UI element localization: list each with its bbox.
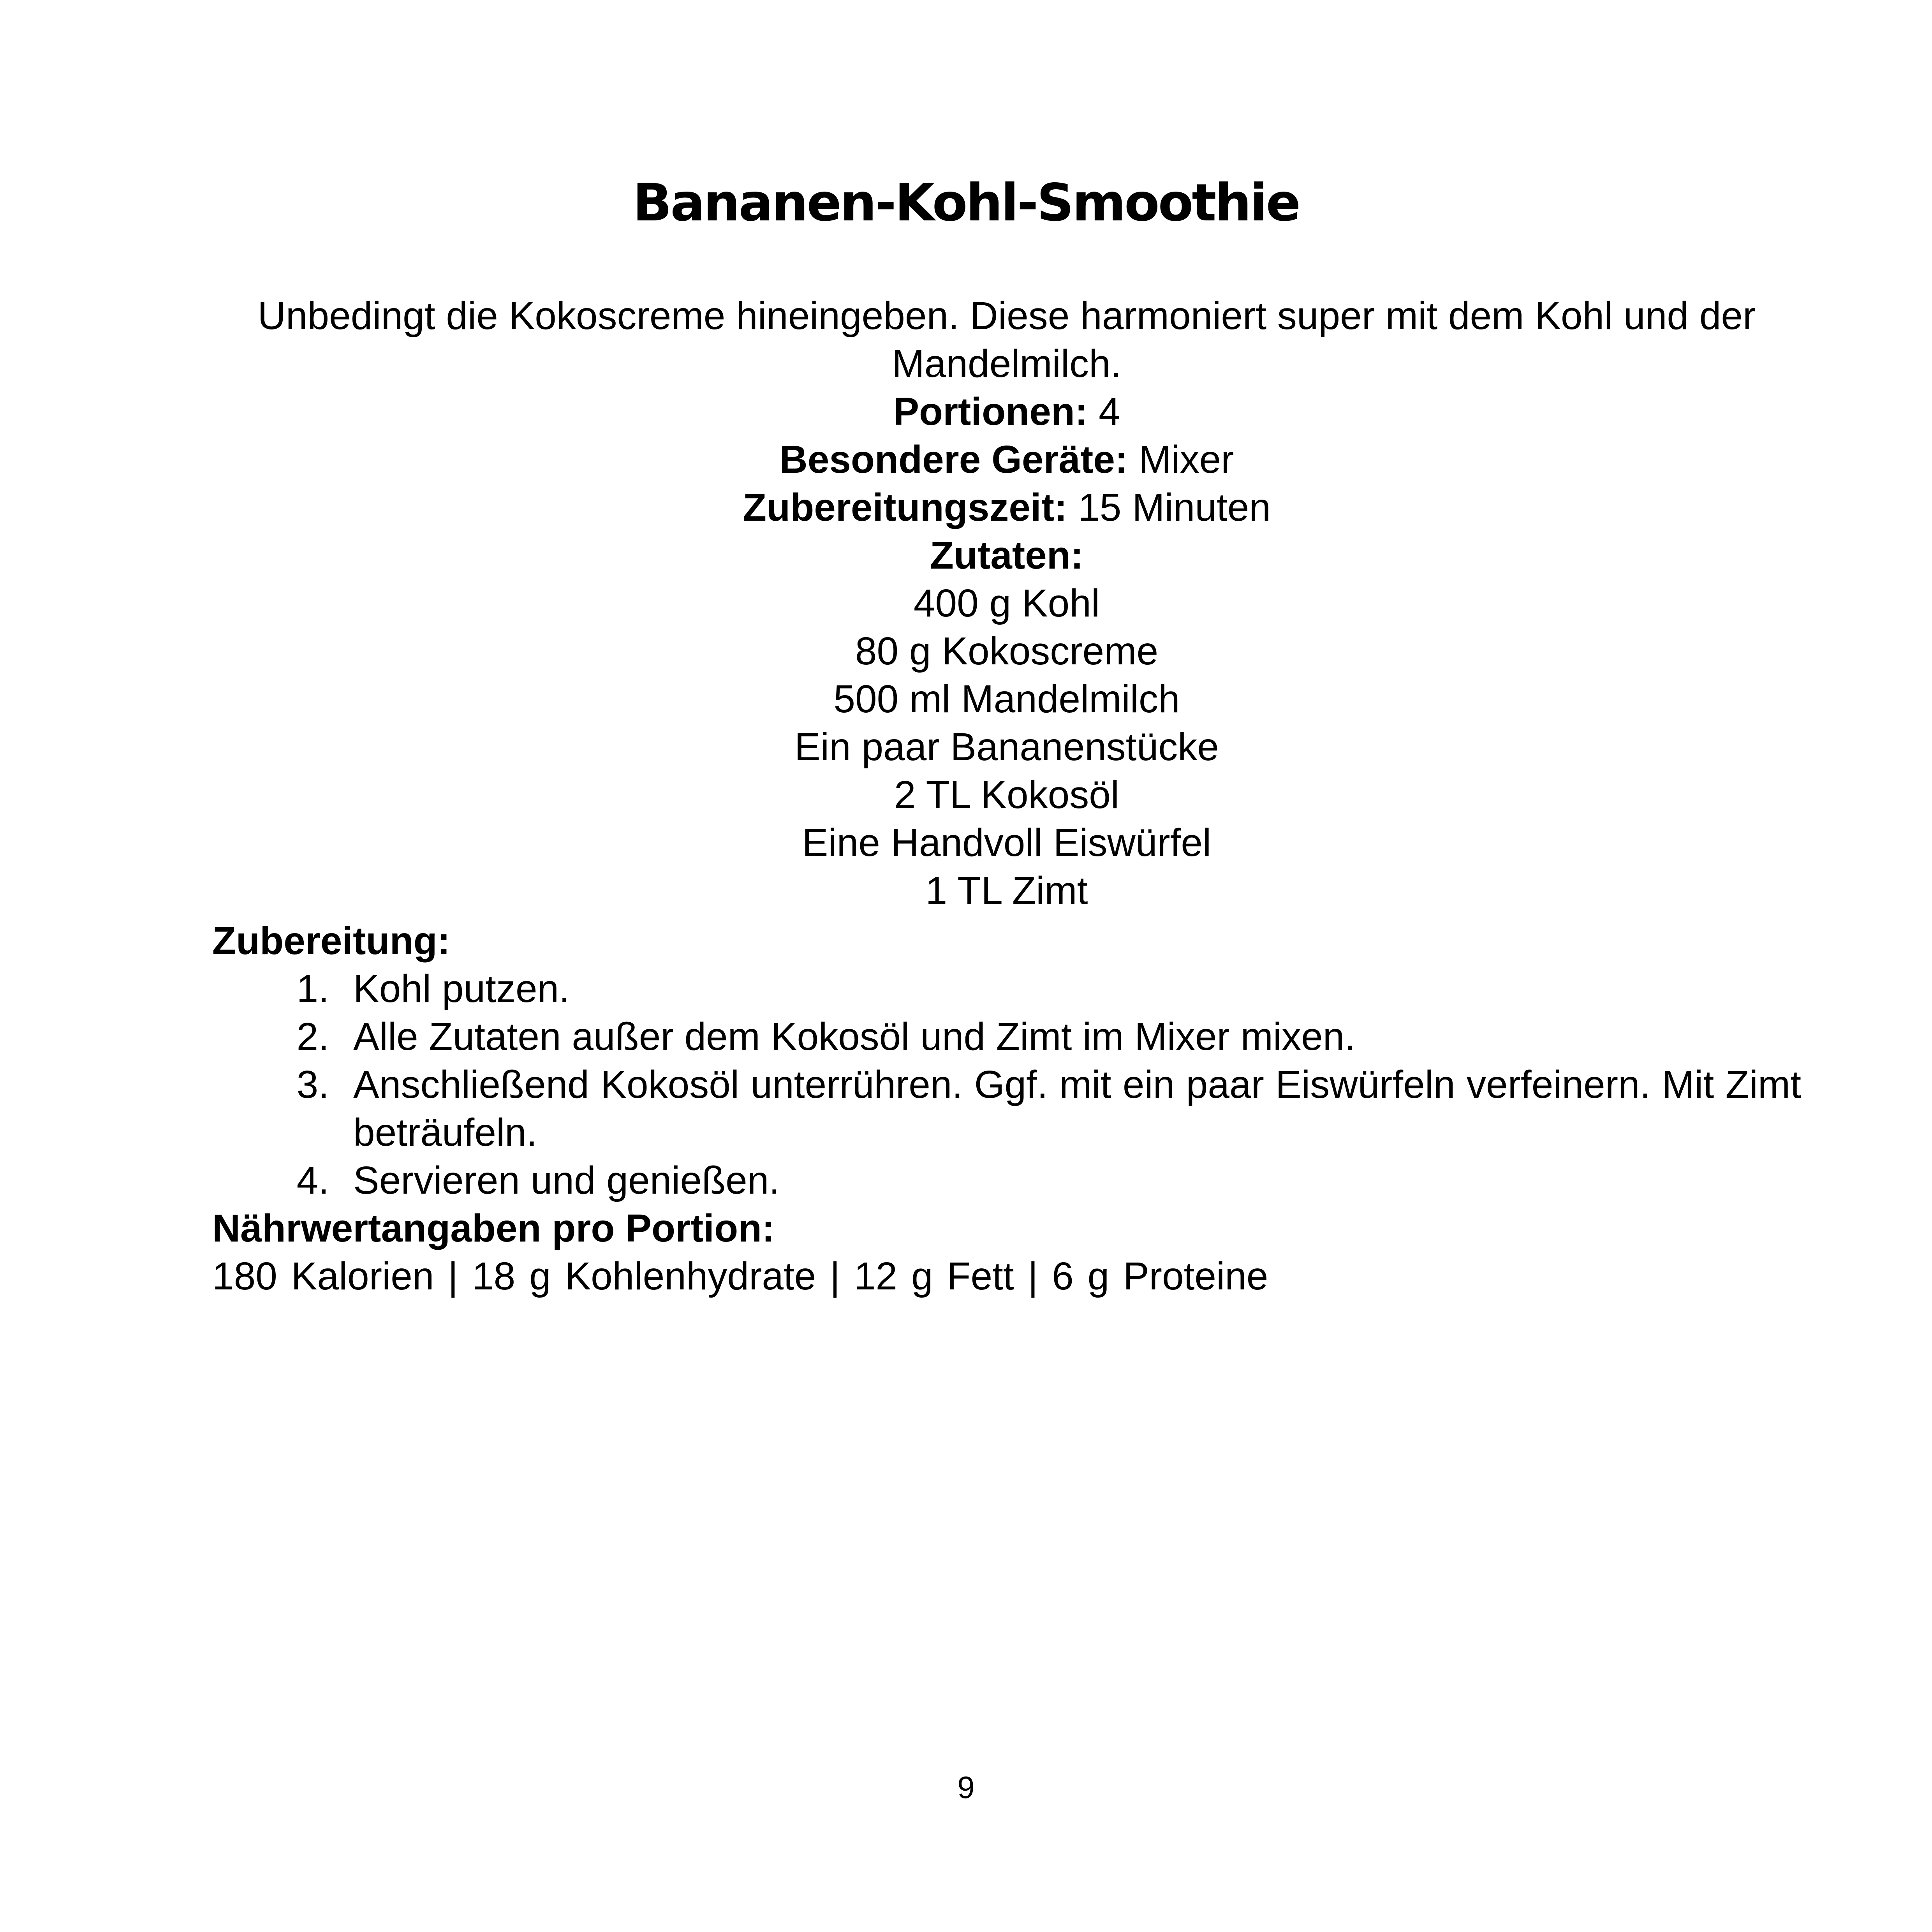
- recipe-title: Bananen-Kohl-Smoothie: [632, 173, 1300, 233]
- servings-value: 4: [1099, 390, 1120, 433]
- recipe-summary: [210, 292, 1803, 915]
- step-text: Anschließend Kokosöl unterrühren. Ggf. mit ein paar Eiswürfeln verfeinern. Mit Zimt beträufeln.: [353, 1063, 1801, 1154]
- ingredients-heading: Zutaten:: [930, 534, 1084, 577]
- step-number: 2.: [296, 1015, 329, 1058]
- step-number: 3.: [296, 1063, 329, 1106]
- prep-time-label: Zubereitungszeit:: [743, 486, 1067, 529]
- ingredient-item: 1 TL Zimt: [925, 869, 1088, 912]
- ingredient-item: Ein paar Bananenstücke: [794, 725, 1219, 769]
- step-item: [212, 965, 1801, 1013]
- step-text: Servieren und genießen.: [353, 1159, 780, 1202]
- equipment-line: [210, 436, 1803, 484]
- ingredient-item: 400 g Kohl: [913, 581, 1100, 625]
- step-number: 4.: [296, 1159, 329, 1202]
- ingredient-item: 500 ml Mandelmilch: [833, 677, 1180, 721]
- servings-label: Portionen:: [893, 390, 1088, 433]
- step-text: Kohl putzen.: [353, 967, 570, 1011]
- page-number: 9: [957, 1770, 975, 1805]
- servings-line: [210, 388, 1803, 436]
- ingredient-item: 2 TL Kokosöl: [894, 773, 1120, 817]
- nutrition-heading: Nährwertangaben pro Portion:: [212, 1206, 775, 1250]
- step-item: [212, 1061, 1801, 1157]
- preparation-heading: Zubereitung:: [212, 919, 451, 963]
- prep-time-line: [210, 484, 1803, 532]
- equipment-value: Mixer: [1139, 438, 1234, 481]
- step-item: [212, 1157, 1801, 1205]
- preparation-section: [212, 917, 1801, 1300]
- ingredient-list: [210, 579, 1803, 915]
- equipment-label: Besondere Geräte:: [779, 438, 1128, 481]
- step-number: 1.: [296, 967, 329, 1011]
- recipe-intro: Unbedingt die Kokoscreme hineingeben. Diese harmoniert super mit dem Kohl und der Mandelmilch.: [257, 294, 1756, 386]
- step-list: [212, 965, 1801, 1205]
- step-text: Alle Zutaten außer dem Kokosöl und Zimt im Mixer mixen.: [353, 1015, 1356, 1058]
- ingredient-item: 80 g Kokoscreme: [855, 629, 1159, 673]
- nutrition-values: 180 Kalorien | 18 g Kohlenhydrate | 12 g Fett | 6 g Proteine: [212, 1254, 1268, 1298]
- prep-time-value: 15 Minuten: [1078, 486, 1271, 529]
- ingredient-item: Eine Handvoll Eiswürfel: [802, 821, 1212, 865]
- step-item: [212, 1013, 1801, 1061]
